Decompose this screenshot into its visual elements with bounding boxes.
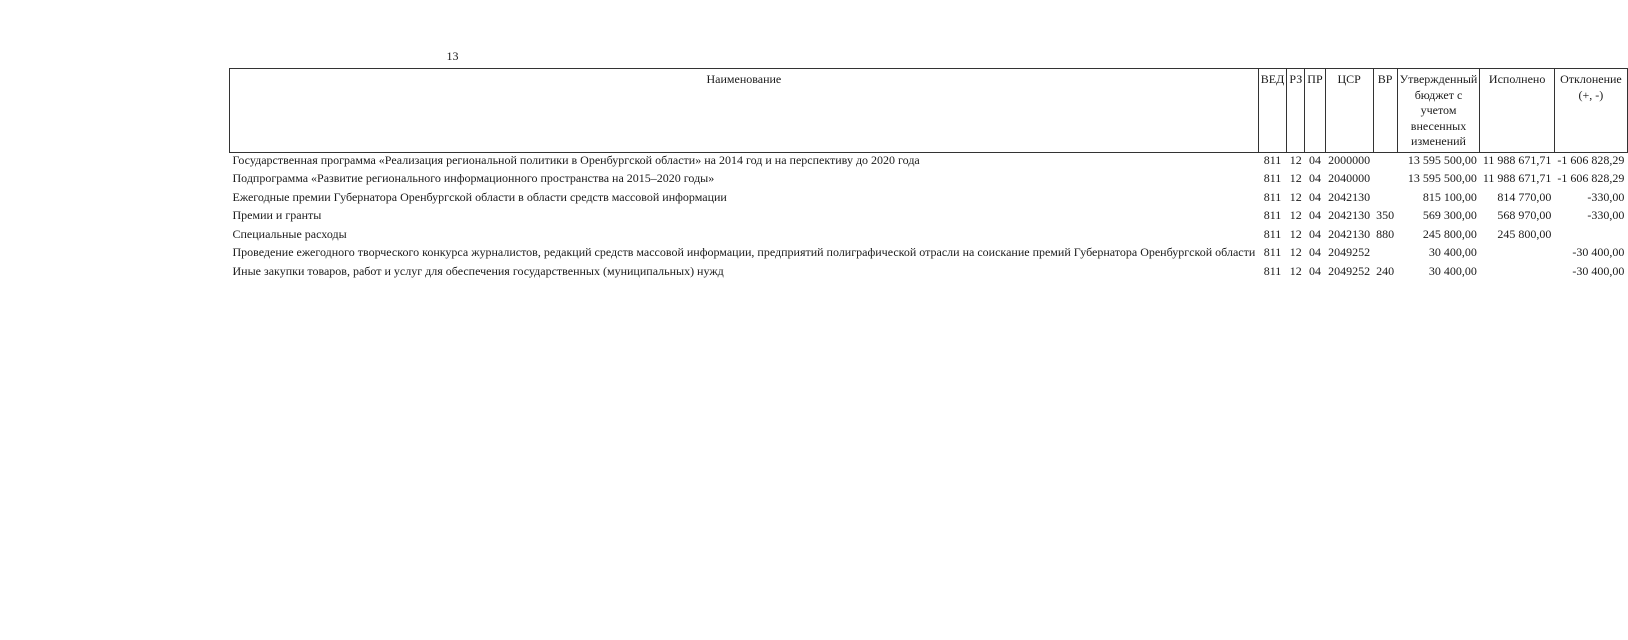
table-row <box>230 190 1628 209</box>
row-approved: 815 100,00 <box>1422 189 1477 204</box>
row-rz: 12 <box>1289 226 1302 241</box>
row-executed: 814 770,00 <box>1497 189 1552 204</box>
row-executed: 245 800,00 <box>1497 226 1552 241</box>
row-name: Иные закупки товаров, работ и услуг для обеспечения государственных (муниципальных) нужд <box>232 263 724 278</box>
header-deviation: Отклонение (+, -) <box>1554 69 1627 153</box>
row-name: Государственная программа «Реализация региональной политики в Оренбургской области» на 2014 год и на перспективу до 2020 года <box>232 152 920 167</box>
row-executed: 11 988 671,71 <box>1482 171 1552 185</box>
budget-table <box>229 68 1628 282</box>
row-name: Премии и гранты <box>232 208 322 222</box>
row-csr: 2040000 <box>1328 171 1371 185</box>
row-ved: 811 <box>1263 226 1282 241</box>
header-pr: ПР <box>1305 69 1325 153</box>
row-executed: 568 970,00 <box>1497 208 1552 222</box>
row-approved: 569 300,00 <box>1422 208 1477 222</box>
row-pr: 04 <box>1308 226 1321 241</box>
table-row <box>230 152 1628 171</box>
row-rz: 12 <box>1289 245 1302 259</box>
header-rz: РЗ <box>1287 69 1305 153</box>
header-row <box>230 69 1628 153</box>
row-csr: 2042130 <box>1328 208 1371 222</box>
row-pr: 04 <box>1308 245 1321 259</box>
header-executed: Исполнено <box>1480 69 1555 153</box>
header-csr: ЦСР <box>1325 69 1373 153</box>
row-ved: 811 <box>1263 152 1282 167</box>
row-ved: 811 <box>1263 245 1282 259</box>
row-csr: 2049252 <box>1328 245 1371 259</box>
row-deviation: -330,00 <box>1587 208 1625 222</box>
row-csr: 2049252 <box>1328 263 1371 278</box>
row-deviation: -30 400,00 <box>1572 245 1625 259</box>
row-ved: 811 <box>1263 263 1282 278</box>
row-name: Подпрограмма «Развитие регионального информационного пространства на 2015–2020 годы» <box>232 171 715 185</box>
header-approved: Утвержденный бюджет с учетом внесенных изменений <box>1397 69 1480 153</box>
row-deviation <box>1554 227 1627 246</box>
row-executed <box>1480 245 1555 264</box>
header-ved: ВЕД <box>1258 69 1287 153</box>
row-rz: 12 <box>1289 208 1302 222</box>
row-vr: 880 <box>1376 226 1395 241</box>
row-name: Проведение ежегодного творческого конкурса журналистов, редакций средств массовой информации, предприятий полиграфической отрасли на соискание премий Губернатора Оренбургской области <box>232 245 1256 259</box>
row-pr: 04 <box>1308 189 1321 204</box>
row-vr <box>1373 171 1397 190</box>
table-row <box>230 208 1628 227</box>
row-deviation: -1 606 828,29 <box>1557 171 1625 185</box>
row-deviation: -30 400,00 <box>1572 263 1625 278</box>
table-row <box>230 227 1628 246</box>
row-name: Ежегодные премии Губернатора Оренбургской области в области средств массовой информации <box>232 189 727 204</box>
row-csr: 2042130 <box>1328 189 1371 204</box>
row-csr: 2042130 <box>1328 226 1371 241</box>
row-vr <box>1373 190 1397 209</box>
page-number: 13 <box>446 49 459 63</box>
row-vr <box>1373 245 1397 264</box>
row-approved: 245 800,00 <box>1422 226 1477 241</box>
row-rz: 12 <box>1289 171 1302 185</box>
row-ved: 811 <box>1263 171 1282 185</box>
row-rz: 12 <box>1289 263 1302 278</box>
row-rz: 12 <box>1289 189 1302 204</box>
table-row <box>230 171 1628 190</box>
row-executed <box>1480 264 1555 283</box>
row-approved: 13 595 500,00 <box>1407 171 1477 185</box>
row-name: Специальные расходы <box>232 226 347 241</box>
row-rz: 12 <box>1289 152 1302 167</box>
row-pr: 04 <box>1308 152 1321 167</box>
row-deviation: -330,00 <box>1587 189 1625 204</box>
row-vr <box>1373 152 1397 171</box>
row-approved: 30 400,00 <box>1428 263 1477 278</box>
row-pr: 04 <box>1308 263 1321 278</box>
row-ved: 811 <box>1263 208 1282 222</box>
header-name: Наименование <box>230 69 1259 153</box>
row-pr: 04 <box>1308 208 1321 222</box>
table-row <box>230 264 1628 283</box>
row-approved: 30 400,00 <box>1428 245 1477 259</box>
row-vr: 350 <box>1376 208 1395 222</box>
row-pr: 04 <box>1308 171 1321 185</box>
row-ved: 811 <box>1263 189 1282 204</box>
row-executed: 11 988 671,71 <box>1482 152 1552 167</box>
row-vr: 240 <box>1376 263 1395 278</box>
row-deviation: -1 606 828,29 <box>1557 152 1625 167</box>
header-vr: ВР <box>1373 69 1397 153</box>
row-approved: 13 595 500,00 <box>1407 152 1477 167</box>
row-csr: 2000000 <box>1328 152 1371 167</box>
table-row <box>230 245 1628 264</box>
